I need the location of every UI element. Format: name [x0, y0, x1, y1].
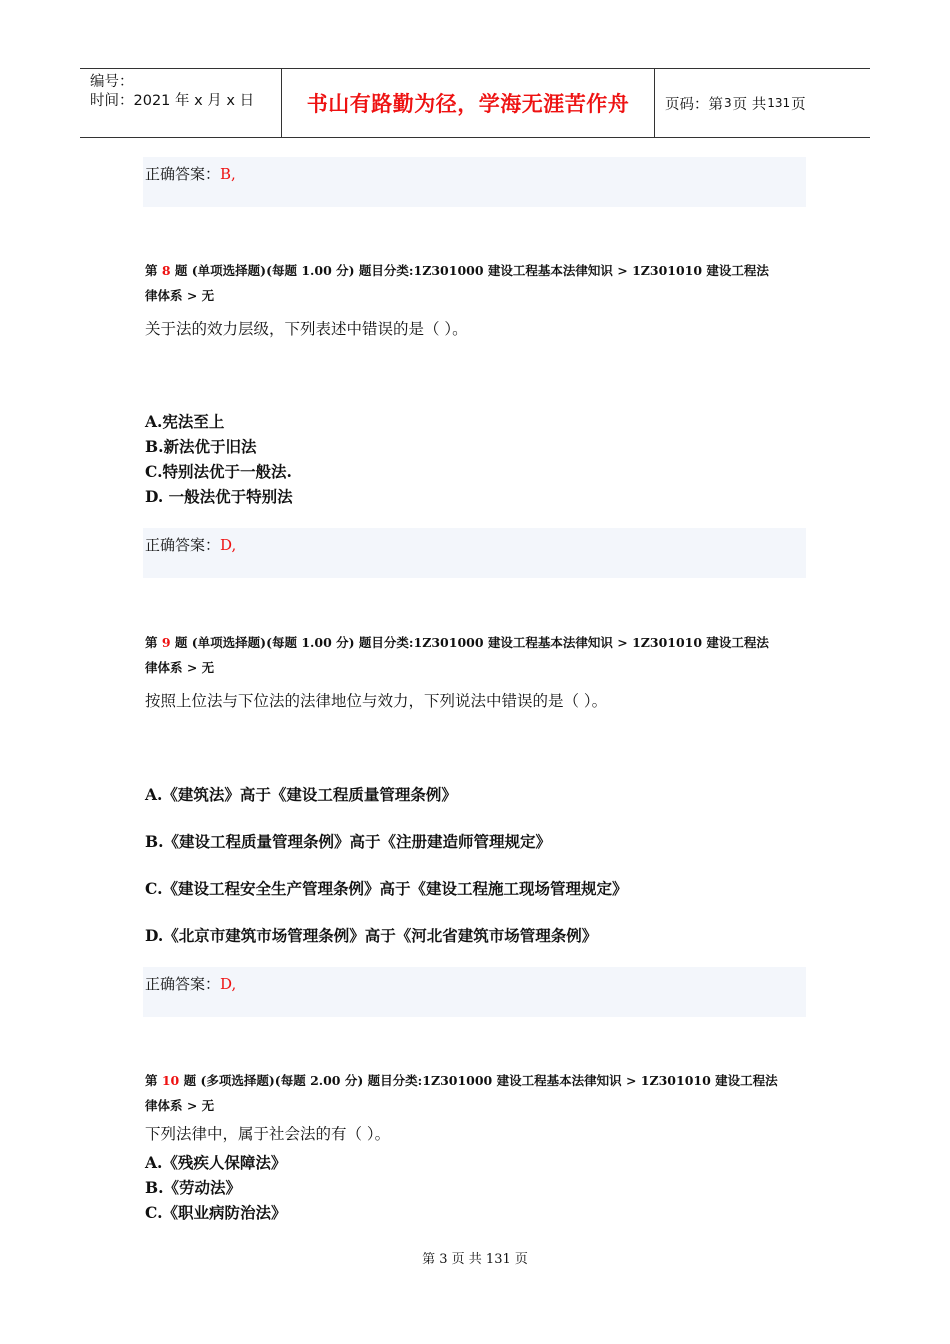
- page-number: 3: [724, 96, 732, 110]
- page-header: [80, 68, 870, 138]
- page-prefix: 页码：第: [665, 96, 723, 113]
- option: A.宪法至上: [145, 412, 225, 431]
- number-label: 编号：: [90, 74, 134, 90]
- option: D.《北京市建筑市场管理条例》高于《河北省建筑市场管理条例》: [145, 926, 598, 945]
- header-page-info: [655, 69, 870, 137]
- page-total: 131: [767, 96, 791, 110]
- question-number: 10: [161, 1073, 180, 1088]
- option: A.《建筑法》高于《建设工程质量管理条例》: [145, 785, 457, 804]
- option: C.《职业病防治法》: [145, 1203, 287, 1222]
- question-meta-line2: 律体系 > 无: [145, 1098, 215, 1113]
- question-prefix: 第: [145, 1073, 162, 1088]
- header-meta: [80, 69, 282, 137]
- answer-box: [143, 528, 806, 578]
- header-motto-cell: [282, 69, 655, 137]
- time-label: 时间：2021 年 x 月 x 日: [90, 93, 255, 109]
- answer-box: [143, 157, 806, 207]
- question-number: 8: [161, 263, 171, 278]
- question-meta: 题 (单项选择题)(每题 1.00 分) 题目分类:1Z301000 建设工程基本法律知识 > 1Z301010 建设工程法: [170, 635, 769, 650]
- question-meta-line2: 律体系 > 无: [145, 288, 215, 303]
- answer-value: D,: [220, 975, 237, 993]
- answer-value: B,: [220, 165, 236, 183]
- question-number: 9: [161, 635, 171, 650]
- question-text: 下列法律中，属于社会法的有（ ）。: [145, 1125, 391, 1143]
- option: B.新法优于旧法: [145, 437, 257, 456]
- page-mid: 页 共: [732, 96, 767, 113]
- option: C.特别法优于一般法.: [145, 462, 292, 481]
- option: B.《劳动法》: [145, 1178, 241, 1197]
- option: B.《建设工程质量管理条例》高于《注册建造师管理规定》: [145, 832, 551, 851]
- answer-label: 正确答案：: [145, 165, 221, 183]
- answer-value: D,: [220, 536, 237, 554]
- page-suffix: 页: [791, 96, 806, 113]
- option: A.《残疾人保障法》: [145, 1153, 287, 1172]
- answer-box: [143, 967, 806, 1017]
- question-prefix: 第: [145, 263, 162, 278]
- question-header: [145, 630, 805, 680]
- option: C.《建设工程安全生产管理条例》高于《建设工程施工现场管理规定》: [145, 879, 628, 898]
- page-footer: 第 3 页 共 131 页: [422, 1252, 528, 1267]
- question-meta: 题 (单项选择题)(每题 1.00 分) 题目分类:1Z301000 建设工程基本法律知识 > 1Z301010 建设工程法: [170, 263, 769, 278]
- motto: 书山有路勤为径，学海无涯苦作舟: [306, 92, 630, 116]
- question-meta-line2: 律体系 > 无: [145, 660, 215, 675]
- answer-label: 正确答案：: [145, 536, 221, 554]
- question-prefix: 第: [145, 635, 162, 650]
- question-text: 关于法的效力层级，下列表述中错误的是（ ）。: [145, 320, 468, 338]
- question-header: [145, 1068, 805, 1118]
- question-meta: 题 (多项选择题)(每题 2.00 分) 题目分类:1Z301000 建设工程基本法律知识 > 1Z301010 建设工程法: [179, 1073, 778, 1088]
- question-header: [145, 258, 805, 308]
- option: D. 一般法优于特别法: [145, 487, 293, 506]
- answer-label: 正确答案：: [145, 975, 221, 993]
- question-text: 按照上位法与下位法的法律地位与效力，下列说法中错误的是（ ）。: [145, 692, 608, 710]
